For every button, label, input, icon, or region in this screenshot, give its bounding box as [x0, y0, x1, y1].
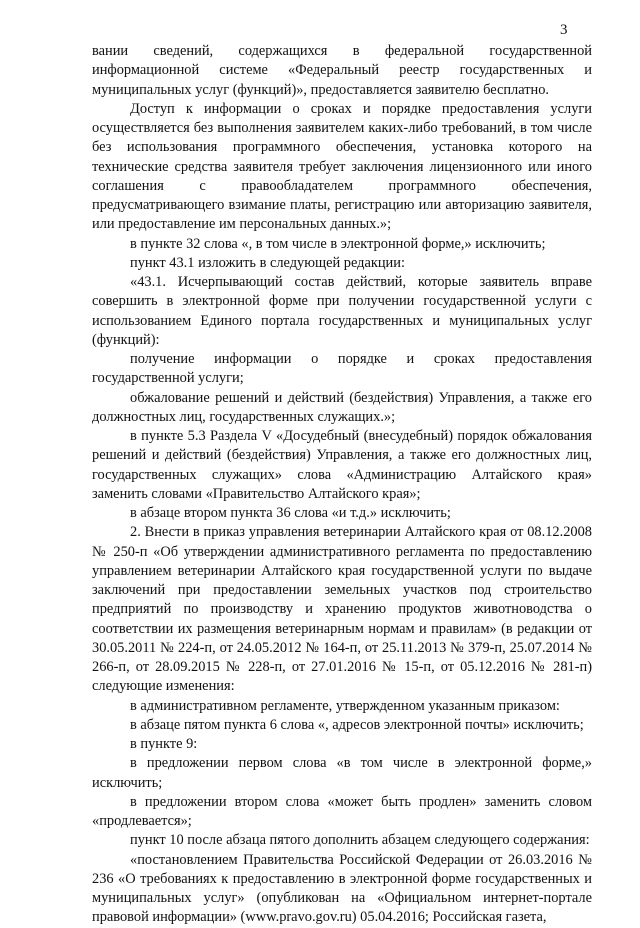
paragraph: вании сведений, содержащихся в федеральной государственной информационной системе «Федеральный реестр государственных и муниципальных услуг (функций)», предоставляется заявителю бесплатно. — [92, 43, 592, 98]
paragraph: в пункте 9: — [130, 736, 198, 752]
paragraph: в абзаце пятом пункта 6 слова «, адресов электронной почты» исключить; — [130, 716, 584, 733]
paragraph: 2. Внести в приказ управления ветеринарии Алтайского края от 08.12.2008 № 250-п «Об утверждении административного регламента по предоставлению управлением ветеринарии Алтайского края государственной услуги по выдаче заключений при предоставлении земельных участков под строительство предприятий по производству и хранению продуктов животноводства о соответствии их размещения ветеринарным нормам и правилам» (в редакции от 30.05.2011 № 224-п, от 24.05.2012 № 164-п, от 25.11.2013 № 379-п, 25.07.2014 № 266-п, от 28.09.2015 № 228-п, от 27.01.2016 № 15-п, от 05.12.2016 № 281-п) следующие изменения: — [92, 524, 592, 695]
paragraph: в пункте 32 слова «, в том числе в электронной форме,» исключить; — [130, 235, 546, 252]
paragraph: в административном регламенте, утвержденном указанным приказом: — [130, 697, 560, 714]
paragraph: Доступ к информации о сроках и порядке предоставления услуги осуществляется без выполнения заявителем каких-либо требований, в том числе без использования программного обеспечения, установка которого на технические средства заявителя требует заключения лицензионного или иного соглашения с правообладателем программного обеспечения, предусматривающего взимание платы, регистрацию или авторизацию заявителя, или предоставление им персональных данных.»; — [92, 100, 592, 233]
paragraph: «постановлением Правительства Российской Федерации от 26.03.2016 № 236 «О требованиях к предоставлению в электронной форме государственных и муниципальных услуг» (опубликован на «Официальном интернет-портале правовой информации» (www.pravo.gov.ru) 05.04.2016; Российская газета, — [92, 851, 592, 926]
paragraph: в пункте 5.3 Раздела V «Досудебный (внесудебный) порядок обжалования решений и действий (бездействия) Управления, а также его должностных лиц, государственных служащих» слова «Администрацию Алтайского края» заменить словами «Правительство Алтайского края»; — [92, 428, 592, 502]
page-number: 3 — [560, 22, 568, 38]
paragraph: «43.1. Исчерпывающий состав действий, которые заявитель вправе совершить в электронной форме при получении государственной услуги с использованием Единого портала государственных и муниципальных услуг (функций): — [92, 274, 592, 348]
paragraph: получение информации о порядке и сроках предоставления государственной услуги; — [92, 351, 592, 387]
document-body — [92, 42, 592, 928]
paragraph: в предложении первом слова «в том числе в электронной форме,» исключить; — [92, 755, 592, 791]
paragraph: в абзаце втором пункта 36 слова «и т.д.» исключить; — [130, 505, 451, 521]
paragraph: в предложении втором слова «может быть продлен» заменить словом «продлевается»; — [92, 793, 592, 829]
paragraph: обжалование решений и действий (бездействия) Управления, а также его должностных лиц, государственных служащих.»; — [92, 389, 592, 425]
paragraph: пункт 10 после абзаца пятого дополнить абзацем следующего содержания: — [130, 832, 590, 849]
paragraph: пункт 43.1 изложить в следующей редакции: — [130, 254, 405, 271]
